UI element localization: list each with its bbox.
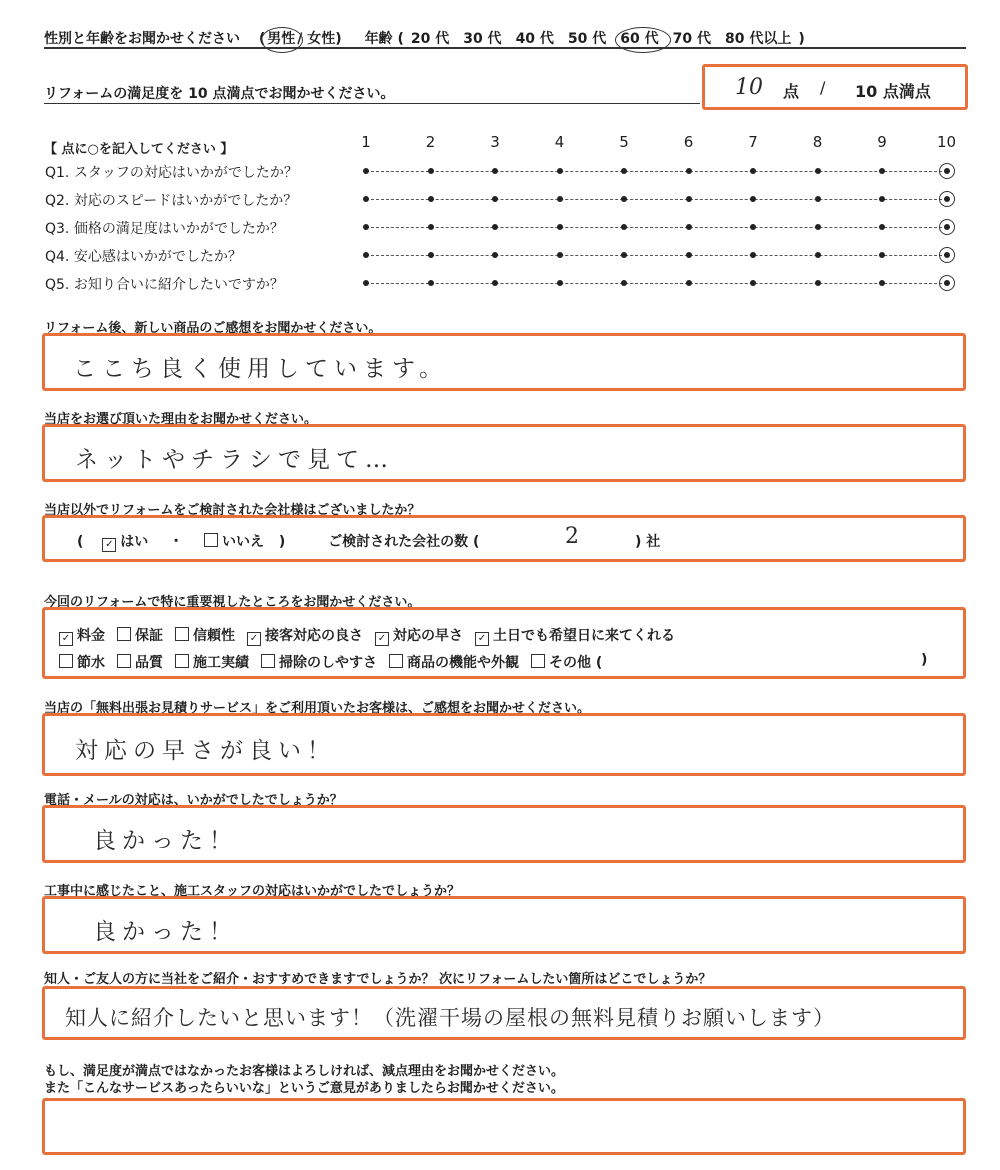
rating-point[interactable] bbox=[686, 224, 692, 230]
priority-option[interactable]: 品質 bbox=[117, 655, 163, 671]
selection-circle bbox=[258, 27, 303, 53]
score-max: 10 点満点 bbox=[855, 82, 931, 101]
referral-answer: 知人に紹介したいと思います！（洗濯干場の屋根の無料見積りお願いします） bbox=[65, 1006, 835, 1030]
priority-option[interactable]: 商品の機能や外観 bbox=[389, 655, 519, 671]
rating-point[interactable] bbox=[815, 280, 821, 286]
priority-option[interactable]: 施工実績 bbox=[175, 655, 249, 671]
construction-answer-box[interactable] bbox=[42, 896, 966, 954]
age-option[interactable]: 50 代 bbox=[567, 31, 607, 47]
rating-point[interactable] bbox=[363, 168, 369, 174]
priority-option[interactable]: 信頼性 bbox=[175, 628, 235, 644]
gender-option-male[interactable]: 男性 bbox=[265, 31, 297, 47]
impression-answer: ここち良く使用しています。 bbox=[73, 356, 449, 382]
referral-label: 知人・ご友人の方に当社をご紹介・おすすめできますでしょうか？ 次にリフォームしたい箇所はどこでしょうか？ bbox=[44, 972, 712, 987]
oc-open: ( bbox=[77, 534, 84, 550]
reason-answer: ネットやチラシで見て… bbox=[75, 447, 394, 473]
rating-point[interactable] bbox=[621, 280, 627, 286]
rating-point[interactable] bbox=[621, 196, 627, 202]
rating-point[interactable] bbox=[750, 196, 756, 202]
age-option[interactable]: 40 代 bbox=[515, 31, 554, 47]
gender-separator: / bbox=[297, 31, 303, 47]
priority-option[interactable]: ✓ 対応の早さ bbox=[375, 628, 463, 644]
rating-point[interactable] bbox=[621, 252, 627, 258]
rating-point[interactable] bbox=[879, 224, 885, 230]
rating-point[interactable] bbox=[363, 224, 369, 230]
scale-number: 9 bbox=[877, 133, 887, 151]
scale-number: 3 bbox=[490, 133, 500, 151]
rating-point[interactable] bbox=[621, 168, 627, 174]
no-checkbox[interactable] bbox=[204, 533, 218, 547]
priority-checkbox[interactable] bbox=[117, 627, 131, 641]
reason-answer-box[interactable] bbox=[42, 424, 966, 482]
rating-point[interactable] bbox=[750, 252, 756, 258]
rating-point[interactable] bbox=[557, 196, 563, 202]
estimate-answer: 対応の早さが良い！ bbox=[75, 738, 336, 764]
priority-option[interactable]: 保証 bbox=[117, 628, 163, 644]
age-option[interactable]: 60 代 bbox=[620, 31, 658, 47]
rating-point[interactable] bbox=[815, 224, 821, 230]
rating-point[interactable] bbox=[750, 224, 756, 230]
priority-checkbox[interactable] bbox=[59, 654, 73, 668]
oc-count-value[interactable]: 2 bbox=[565, 524, 579, 549]
rating-point[interactable] bbox=[750, 168, 756, 174]
rating-point[interactable] bbox=[815, 252, 821, 258]
gender-open: ( bbox=[258, 31, 266, 47]
phone-mail-label: 電話・メールの対応は、いかがでしたでしょうか？ bbox=[44, 793, 343, 808]
gender-age-label: 性別と年齢をお聞かせください bbox=[44, 31, 240, 47]
priority-option[interactable]: ✓ 料金 bbox=[59, 628, 105, 644]
header-underline bbox=[44, 47, 966, 49]
priority-checkbox[interactable]: ✓ bbox=[375, 632, 389, 646]
rating-point[interactable] bbox=[686, 252, 692, 258]
rating-point[interactable] bbox=[686, 196, 692, 202]
suggestions-answer-box[interactable] bbox=[42, 1098, 966, 1155]
priority-checkbox[interactable]: ✓ bbox=[475, 632, 489, 646]
rating-point[interactable] bbox=[428, 252, 434, 258]
question-label: Q5. お知り合いに紹介したいですか？ bbox=[45, 277, 284, 293]
priority-checkbox[interactable] bbox=[389, 654, 403, 668]
rating-point[interactable] bbox=[492, 280, 498, 286]
oc-yes-option[interactable]: ✓ はい bbox=[102, 534, 148, 550]
rating-point[interactable] bbox=[557, 168, 563, 174]
oc-close: ) bbox=[278, 534, 286, 550]
score-unit: 点 bbox=[783, 82, 800, 101]
construction-label: 工事中に感じたこと、施工スタッフの対応はいかがでしたでしょうか？ bbox=[44, 884, 461, 899]
priority-checkbox[interactable] bbox=[531, 654, 545, 668]
referral-answer-box[interactable] bbox=[42, 986, 966, 1040]
oc-no-option[interactable]: いいえ bbox=[204, 534, 264, 550]
priority-checkbox[interactable]: ✓ bbox=[247, 632, 261, 646]
rating-point[interactable] bbox=[879, 168, 885, 174]
rating-selection-circle bbox=[939, 247, 955, 263]
scale-number: 8 bbox=[812, 133, 823, 151]
rating-point[interactable] bbox=[557, 252, 563, 258]
age-option[interactable]: 20 代 bbox=[410, 31, 450, 47]
question-label: Q2. 対応のスピードはいかがでしたか？ bbox=[45, 193, 298, 209]
question-label: Q3. 価格の満足度はいかがでしたか？ bbox=[45, 221, 284, 237]
age-label: 年齢 bbox=[364, 31, 393, 47]
age-options bbox=[404, 31, 799, 47]
selection-circle bbox=[615, 27, 671, 53]
satisfaction-underline bbox=[44, 103, 700, 104]
scale-number: 10 bbox=[936, 133, 957, 151]
scale-number: 6 bbox=[683, 133, 694, 151]
rating-point[interactable] bbox=[686, 280, 692, 286]
rating-point[interactable] bbox=[879, 196, 885, 202]
question-label: Q4. 安心感はいかがでしたか？ bbox=[45, 249, 242, 265]
scale-number: 1 bbox=[361, 133, 371, 151]
other-companies-label: 当店以外でリフォームをご検討された会社様はございましたか？ bbox=[44, 503, 421, 518]
rating-instruction: 【 点に○を記入してください 】 bbox=[44, 142, 234, 157]
rating-point[interactable] bbox=[492, 168, 498, 174]
construction-answer: 良かった！ bbox=[93, 919, 238, 945]
rating-point[interactable] bbox=[492, 252, 498, 258]
priorities-row-1 bbox=[59, 625, 687, 646]
gender-age-row bbox=[44, 28, 805, 48]
rating-point[interactable] bbox=[492, 196, 498, 202]
oc-count-suffix: ) 社 bbox=[635, 534, 661, 550]
scale-number: 5 bbox=[619, 133, 629, 151]
suggestions-label-1: もし、満足度が満点ではなかったお客様はよろしければ、減点理由をお聞かせください。 bbox=[44, 1064, 565, 1079]
rating-point[interactable] bbox=[557, 280, 563, 286]
phone-mail-answer: 良かった！ bbox=[93, 828, 238, 854]
scale-number: 7 bbox=[748, 133, 758, 151]
gender-option-female[interactable]: 女性 bbox=[307, 31, 336, 47]
rating-point[interactable] bbox=[363, 280, 369, 286]
priorities-label: 今回のリフォームで特に重要視したところをお聞かせください。 bbox=[44, 595, 421, 610]
age-close: ) bbox=[798, 31, 805, 47]
question-label: Q1. スタッフの対応はいかがでしたか？ bbox=[45, 165, 298, 181]
priority-option[interactable]: 掃除のしやすさ bbox=[261, 655, 377, 671]
rating-point[interactable] bbox=[363, 252, 369, 258]
satisfaction-label: リフォームの満足度を 10 点満点でお聞かせください。 bbox=[44, 86, 395, 102]
rating-point[interactable] bbox=[428, 168, 434, 174]
age-open: ( bbox=[397, 31, 404, 47]
rating-point[interactable] bbox=[492, 224, 498, 230]
estimate-answer-box[interactable] bbox=[42, 713, 966, 776]
oc-dot: ・ bbox=[169, 534, 184, 550]
other-companies-box bbox=[42, 515, 966, 562]
rating-selection-circle bbox=[939, 163, 955, 179]
rating-point[interactable] bbox=[363, 196, 369, 202]
priorities-row-2 bbox=[59, 652, 614, 672]
priority-checkbox[interactable] bbox=[175, 627, 189, 641]
gender-close: ) bbox=[335, 31, 342, 47]
rating-line bbox=[366, 171, 947, 172]
rating-point[interactable] bbox=[879, 252, 885, 258]
priority-option[interactable]: ✓ 接客対応の良さ bbox=[247, 628, 363, 644]
priority-option[interactable]: ✓ 土日でも希望日に来てくれる bbox=[475, 628, 675, 644]
age-option[interactable]: 80 代以上 bbox=[725, 31, 792, 47]
oc-count-label: ご検討された会社の数 ( bbox=[328, 534, 480, 550]
priority-option[interactable]: その他 ( bbox=[531, 655, 602, 671]
rating-selection-circle bbox=[939, 219, 955, 235]
yes-checkbox[interactable]: ✓ bbox=[102, 538, 116, 552]
age-option[interactable]: 30 代 bbox=[463, 31, 502, 47]
rating-line bbox=[366, 199, 947, 200]
rating-line bbox=[366, 227, 947, 228]
rating-point[interactable] bbox=[815, 196, 821, 202]
priority-checkbox[interactable] bbox=[175, 654, 189, 668]
score-separator: / bbox=[820, 78, 826, 97]
rating-selection-circle bbox=[939, 191, 955, 207]
priority-checkbox[interactable]: ✓ bbox=[59, 632, 73, 646]
priority-checkbox[interactable] bbox=[261, 654, 275, 668]
priority-checkbox[interactable] bbox=[117, 654, 131, 668]
age-option[interactable]: 70 代 bbox=[672, 31, 711, 47]
rating-point[interactable] bbox=[428, 196, 434, 202]
score-box[interactable] bbox=[702, 64, 968, 110]
priorities-other-close: ) bbox=[921, 652, 928, 668]
scale-number: 4 bbox=[554, 133, 565, 151]
rating-point[interactable] bbox=[621, 224, 627, 230]
rating-point[interactable] bbox=[686, 168, 692, 174]
score-value: 10 bbox=[735, 75, 763, 100]
estimate-label: 当店の「無料出張お見積りサービス」をご利用頂いたお客様は、ご感想をお聞かせください。 bbox=[44, 701, 591, 716]
rating-point[interactable] bbox=[879, 280, 885, 286]
rating-line bbox=[366, 255, 947, 256]
rating-point[interactable] bbox=[428, 224, 434, 230]
rating-line bbox=[366, 283, 947, 284]
scale-number: 2 bbox=[425, 133, 436, 151]
priority-option[interactable]: 節水 bbox=[59, 655, 105, 671]
rating-point[interactable] bbox=[750, 280, 756, 286]
reason-label: 当店をお選び頂いた理由をお聞かせください。 bbox=[44, 412, 318, 427]
rating-point[interactable] bbox=[815, 168, 821, 174]
phone-mail-answer-box[interactable] bbox=[42, 805, 966, 863]
impression-answer-box[interactable] bbox=[42, 333, 966, 391]
rating-point[interactable] bbox=[428, 280, 434, 286]
impression-label: リフォーム後、新しい商品のご感想をお聞かせください。 bbox=[44, 321, 382, 336]
priorities-box bbox=[42, 607, 966, 679]
rating-selection-circle bbox=[939, 275, 955, 291]
suggestions-label-2: また「こんなサービスあったらいいな」というご意見がありましたらお聞かせください。 bbox=[44, 1081, 564, 1096]
rating-point[interactable] bbox=[557, 224, 563, 230]
